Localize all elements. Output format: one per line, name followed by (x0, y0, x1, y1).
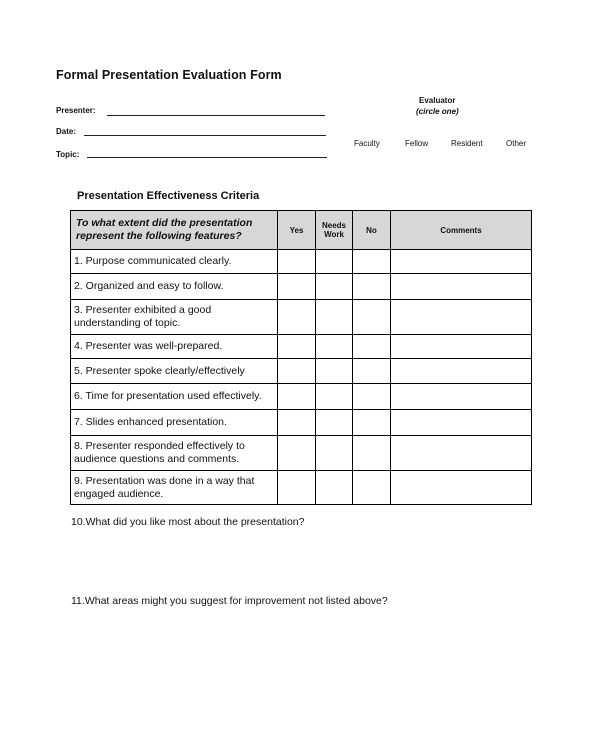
needs-work-column-header: Needs Work (316, 211, 353, 250)
comments-cell[interactable] (391, 359, 532, 384)
yes-cell[interactable] (278, 384, 316, 410)
needs-work-cell[interactable] (316, 359, 353, 384)
criteria-item: 5. Presenter spoke clearly/effectively (71, 359, 278, 384)
yes-cell[interactable] (278, 335, 316, 359)
needs-work-cell[interactable] (316, 471, 353, 505)
yes-cell[interactable] (278, 436, 316, 471)
table-row (71, 384, 532, 410)
criteria-item: 6. Time for presentation used effectively. (71, 384, 278, 410)
no-cell[interactable] (353, 250, 391, 274)
criteria-item: 7. Slides enhanced presentation. (71, 410, 278, 436)
comments-cell[interactable] (391, 410, 532, 436)
no-cell[interactable] (353, 436, 391, 471)
comments-cell[interactable] (391, 274, 532, 300)
yes-cell[interactable] (278, 300, 316, 335)
question-column-header: To what extent did the presentation represent the following features? (71, 211, 278, 250)
needs-work-cell[interactable] (316, 300, 353, 335)
yes-cell[interactable] (278, 274, 316, 300)
criteria-item: 8. Presenter responded effectively to audience questions and comments. (71, 436, 278, 471)
comments-cell[interactable] (391, 300, 532, 335)
evaluator-subtitle: (circle one) (416, 107, 459, 116)
table-row (71, 274, 532, 300)
criteria-item: 1. Purpose communicated clearly. (71, 250, 278, 274)
comments-cell[interactable] (391, 250, 532, 274)
presenter-label: Presenter: (56, 106, 96, 115)
table-row (71, 471, 532, 505)
presenter-input-line[interactable] (107, 115, 325, 116)
needs-work-cell[interactable] (316, 250, 353, 274)
comments-cell[interactable] (391, 384, 532, 410)
needs-work-cell[interactable] (316, 335, 353, 359)
no-cell[interactable] (353, 300, 391, 335)
table-row (71, 359, 532, 384)
yes-cell[interactable] (278, 359, 316, 384)
no-cell[interactable] (353, 410, 391, 436)
comments-column-header: Comments (391, 211, 532, 250)
table-row (71, 436, 532, 471)
yes-cell[interactable] (278, 410, 316, 436)
no-cell[interactable] (353, 335, 391, 359)
comments-cell[interactable] (391, 436, 532, 471)
evaluator-option-faculty[interactable]: Faculty (354, 139, 380, 148)
yes-cell[interactable] (278, 471, 316, 505)
needs-work-cell[interactable] (316, 384, 353, 410)
evaluator-option-other[interactable]: Other (506, 139, 527, 148)
table-row (71, 410, 532, 436)
question-11: 11.What areas might you suggest for improvement not listed above? (71, 595, 388, 607)
yes-cell[interactable] (278, 250, 316, 274)
comments-cell[interactable] (391, 471, 532, 505)
evaluator-title: Evaluator (419, 96, 456, 105)
no-column-header: No (353, 211, 391, 250)
criteria-title: Presentation Effectiveness Criteria (77, 190, 260, 202)
no-cell[interactable] (353, 274, 391, 300)
date-input-line[interactable] (84, 135, 326, 136)
needs-work-cell[interactable] (316, 274, 353, 300)
table-header-row (71, 211, 532, 250)
criteria-item: 2. Organized and easy to follow. (71, 274, 278, 300)
no-cell[interactable] (353, 359, 391, 384)
table-row (71, 300, 532, 335)
form-title: Formal Presentation Evaluation Form (56, 68, 282, 82)
evaluator-option-fellow[interactable]: Fellow (405, 139, 429, 148)
question-10: 10.What did you like most about the presentation? (71, 516, 305, 528)
topic-input-line[interactable] (87, 157, 327, 158)
criteria-item: 3. Presenter exhibited a good understanding of topic. (71, 300, 278, 335)
criteria-item: 9. Presentation was done in a way that engaged audience. (71, 471, 278, 505)
comments-cell[interactable] (391, 335, 532, 359)
needs-work-cell[interactable] (316, 436, 353, 471)
criteria-table (70, 210, 532, 505)
table-row (71, 335, 532, 359)
evaluator-option-resident[interactable]: Resident (451, 139, 483, 148)
criteria-item: 4. Presenter was well-prepared. (71, 335, 278, 359)
table-row (71, 250, 532, 274)
needs-work-cell[interactable] (316, 410, 353, 436)
no-cell[interactable] (353, 384, 391, 410)
no-cell[interactable] (353, 471, 391, 505)
yes-column-header: Yes (278, 211, 316, 250)
topic-label: Topic: (56, 150, 80, 159)
date-label: Date: (56, 127, 77, 136)
